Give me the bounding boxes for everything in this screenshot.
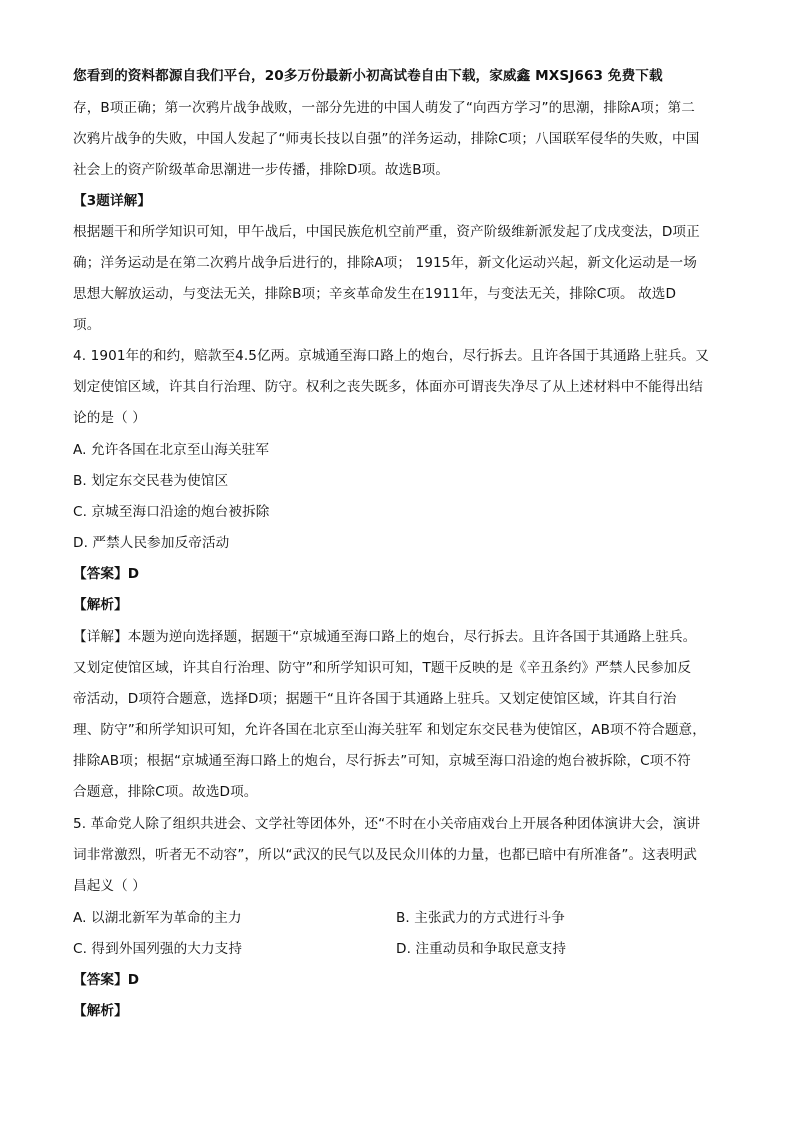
q4-stem-line: 划定使馆区域，许其自行治理、防守。权利之丧失既多，体面亦可谓丧失净尽了从上述材料中不能得出结 — [73, 379, 703, 395]
q4-detail-line: 帝活动，D项符合题意，选择D项；据题干“且许各国于其通路上驻兵。又划定使馆区域，许其自行治 — [73, 691, 677, 707]
q4-option-b: B. 划定东交民巷为使馆区 — [73, 473, 229, 489]
q4-detail-line: 理、防守”和所学知识可知，允许各国在北京至山海关驻军 和划定东交民巷为使馆区，AB项不符合题意， — [73, 722, 706, 738]
q4-option-c: C. 京城至海口沿途的炮台被拆除 — [73, 504, 270, 520]
q3-detail-line: 根据题干和所学知识可知，甲午战后，中国民族危机空前严重，资产阶级维新派发起了戊戌变法，D项正 — [73, 224, 700, 240]
q3-detail-line: 项。 — [73, 317, 101, 333]
q4-analysis-heading: 【解析】 — [73, 597, 128, 613]
q4-stem-line: 论的是（ ） — [73, 410, 146, 426]
q5-options-row — [73, 908, 723, 928]
q5-option-a: A. 以湖北新军为革命的主力 — [73, 910, 242, 926]
page-header-banner: 您看到的资料都源自我们平台，20多万份最新小初高试卷自由下载，家威鑫 MXSJ663 免费下载 — [73, 68, 663, 84]
q5-options-row — [73, 939, 723, 959]
q5-option-c: C. 得到外国列强的大力支持 — [73, 941, 243, 957]
q5-stem-line: 5. 革命党人除了组织共进会、文学社等团体外，还“不时在小关帝庙戏台上开展各种团体演讲大会，演讲 — [73, 816, 701, 832]
q3-detail-heading: 【3题详解】 — [73, 193, 152, 209]
q4-detail-line: 【详解】本题为逆向选择题，据题干“京城通至海口路上的炮台，尽行拆去。且许各国于其通路上驻兵。 — [73, 629, 697, 645]
q3-detail-line: 确；洋务运动是在第二次鸦片战争后进行的，排除A项； 1915年，新文化运动兴起，新文化运动是一场 — [73, 255, 697, 271]
q4-detail-line: 又划定使馆区域，许其自行治理、防守”和所学知识可知，T题干反映的是《辛丑条约》严禁人民参加反 — [73, 660, 692, 676]
q3-detail-line: 思想大解放运动，与变法无关，排除B项；辛亥革命发生在1911年，与变法无关，排除C项。 故选D — [73, 286, 677, 302]
q2-explanation-line: 存，B项正确；第一次鸦片战争战败，一部分先进的中国人萌发了“向西方学习”的思潮，排除A项；第二 — [73, 100, 695, 116]
q5-option-b: B. 主张武力的方式进行斗争 — [396, 910, 565, 926]
q2-explanation-line: 次鸦片战争的失败，中国人发起了“师夷长技以自强”的洋务运动，排除C项；八国联军侵华的失败，中国 — [73, 131, 700, 147]
q5-option-d: D. 注重动员和争取民意支持 — [396, 941, 567, 957]
q4-option-d: D. 严禁人民参加反帝活动 — [73, 535, 230, 551]
q4-detail-line: 排除AB项；根据“京城通至海口路上的炮台，尽行拆去”可知，京城至海口沿途的炮台被拆除，C项不符 — [73, 753, 691, 769]
q5-analysis-heading: 【解析】 — [73, 1003, 128, 1019]
q4-answer: 【答案】D — [73, 566, 140, 582]
q4-detail-line: 合题意，排除C项。故选D项。 — [73, 784, 258, 800]
q4-stem-line: 4. 1901年的和约，赔款至4.5亿两。京城通至海口路上的炮台，尽行拆去。且许各国于其通路上驻兵。又 — [73, 348, 709, 364]
q4-option-a: A. 允许各国在北京至山海关驻军 — [73, 442, 270, 458]
q2-explanation-line: 社会上的资产阶级革命思潮进一步传播，排除D项。故选B项。 — [73, 162, 450, 178]
q5-stem-line: 昌起义（ ） — [73, 878, 146, 894]
q5-answer: 【答案】D — [73, 972, 140, 988]
q5-stem-line: 词非常激烈，听者无不动容”，所以“武汉的民气以及民众川体的力量，也都已暗中有所准备”。这表明武 — [73, 847, 697, 863]
